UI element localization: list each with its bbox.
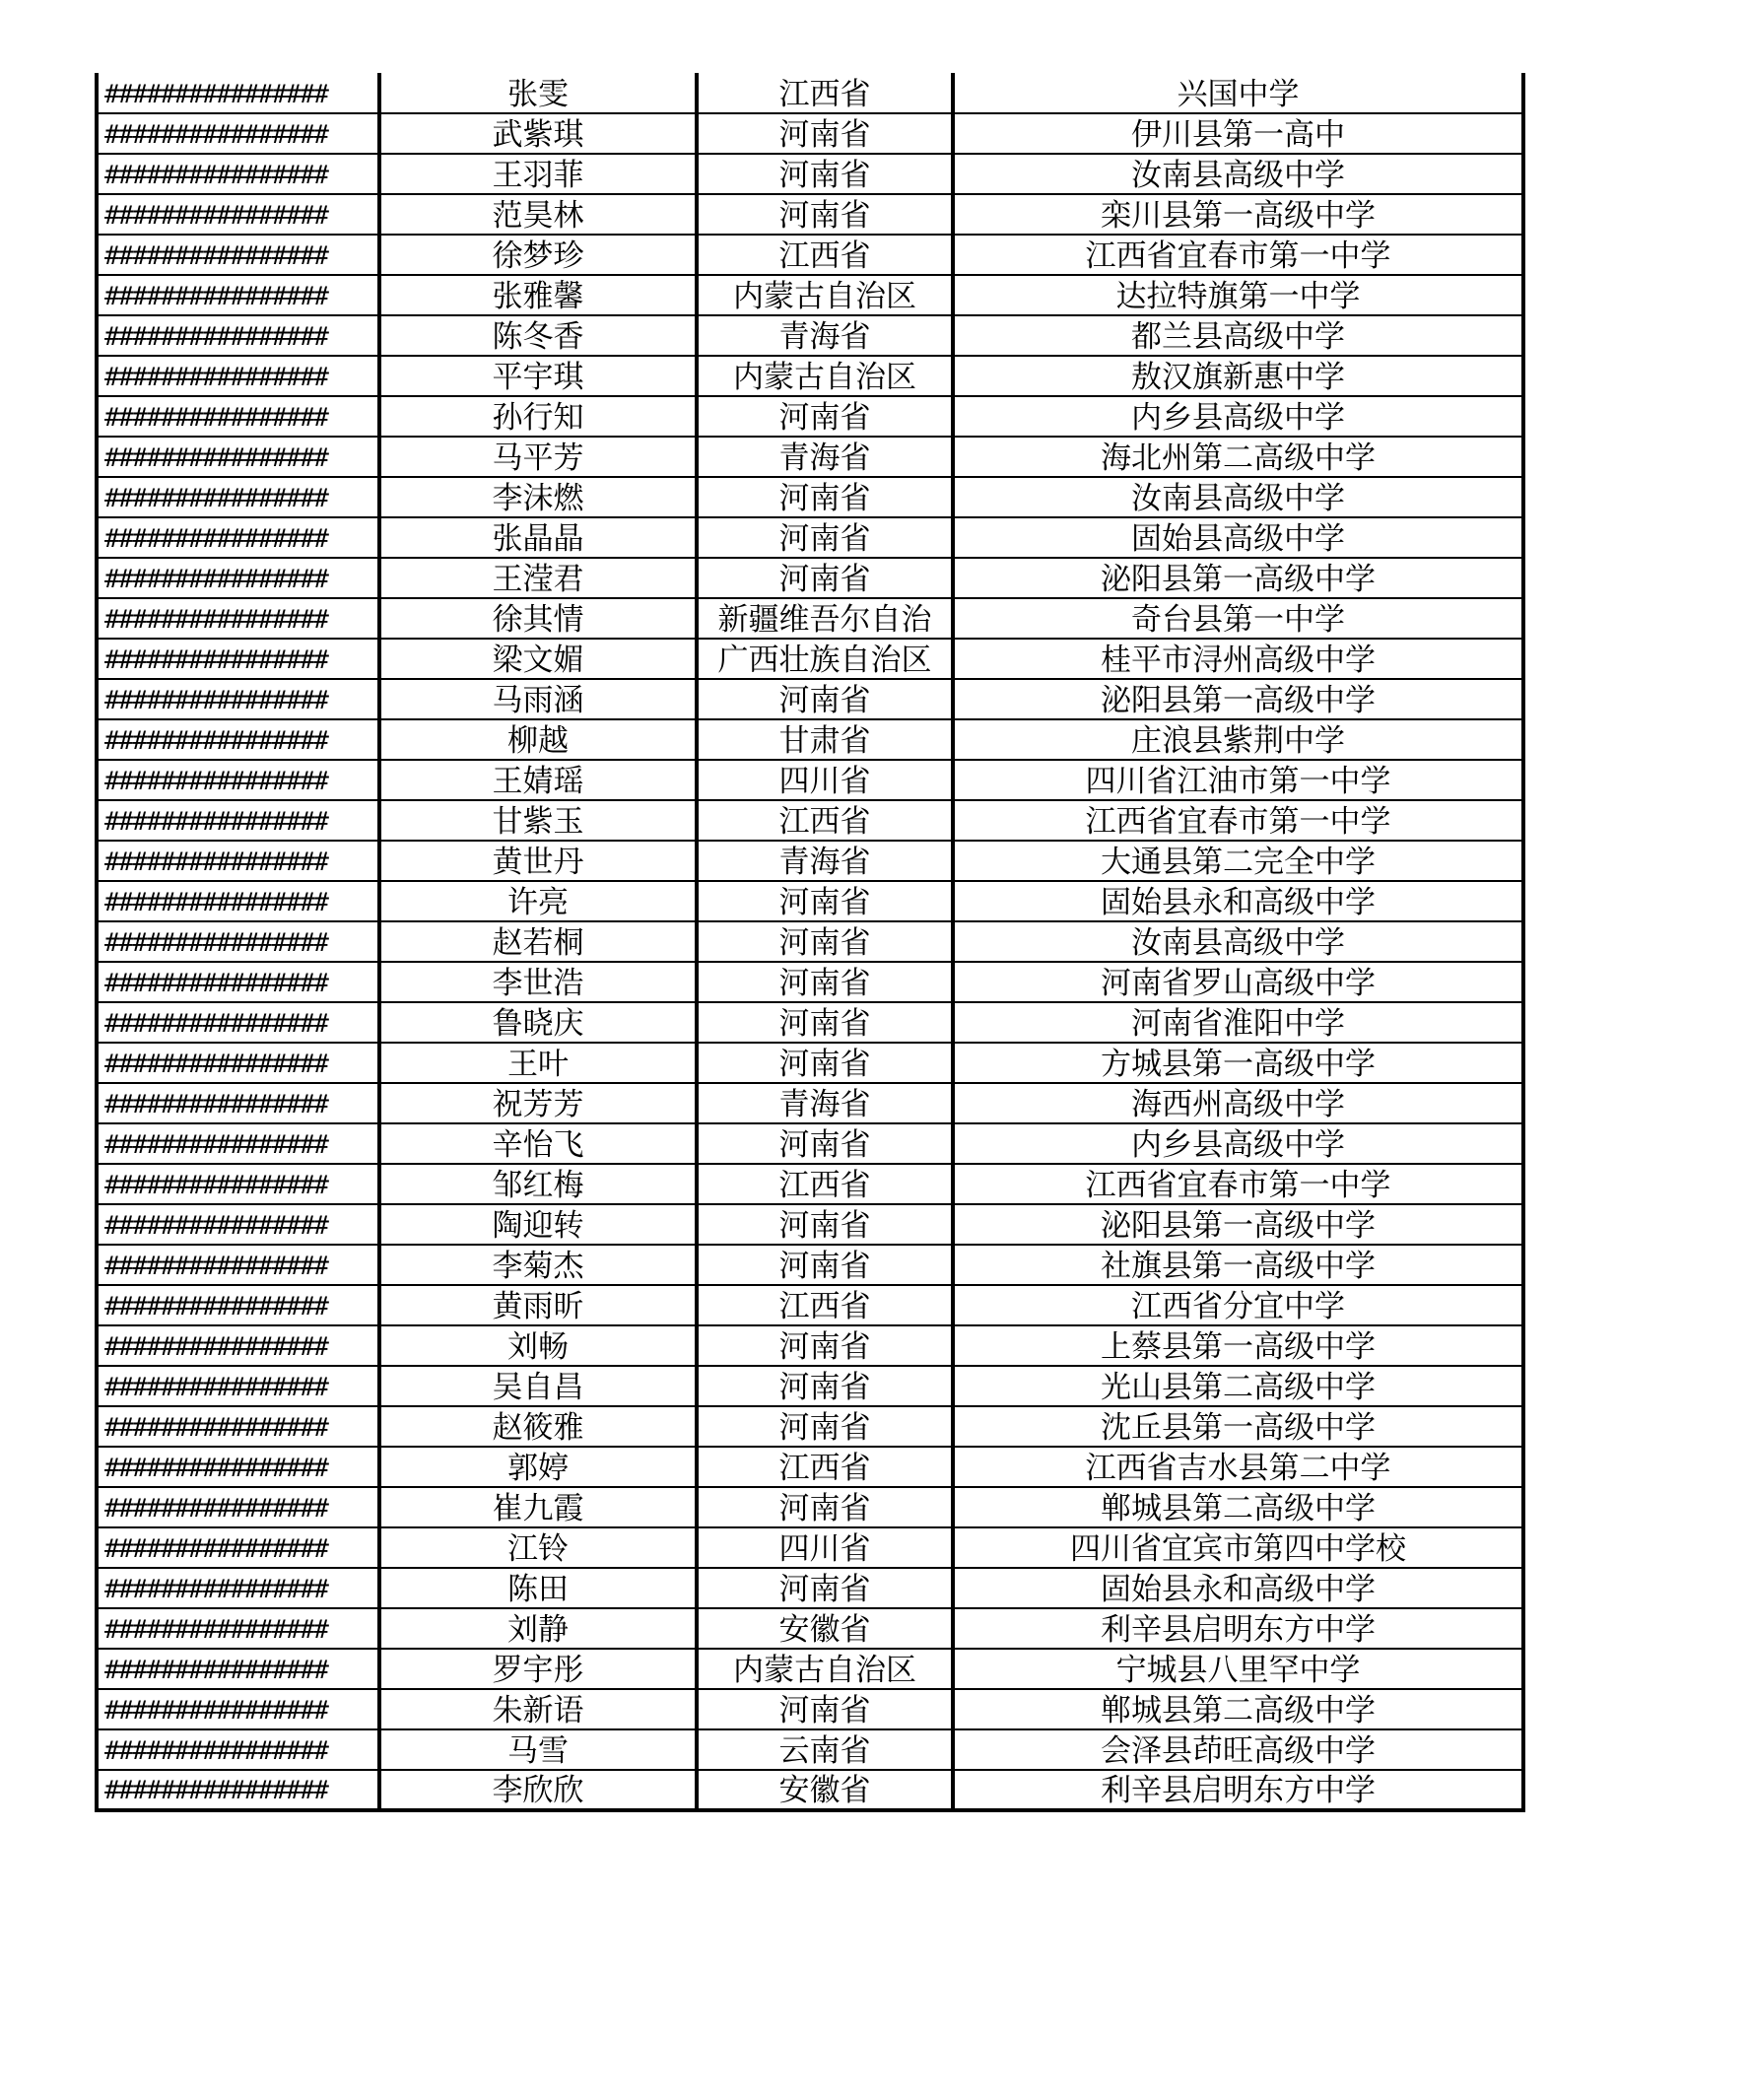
id-cell: ################ (97, 1406, 379, 1447)
table-row (97, 760, 1523, 800)
name-cell: 马平芳 (379, 437, 697, 477)
school-cell: 江西省宜春市第一中学 (953, 1164, 1523, 1204)
name-cell: 张雅馨 (379, 275, 697, 315)
table-row (97, 1770, 1523, 1810)
name-cell: 徐其情 (379, 598, 697, 639)
province-cell: 内蒙古自治区 (697, 275, 953, 315)
name-cell: 赵筱雅 (379, 1406, 697, 1447)
table-row (97, 679, 1523, 719)
province-cell: 河南省 (697, 1487, 953, 1527)
school-cell: 内乡县高级中学 (953, 1123, 1523, 1164)
province-cell: 江西省 (697, 800, 953, 841)
school-cell: 达拉特旗第一中学 (953, 275, 1523, 315)
school-cell: 泌阳县第一高级中学 (953, 558, 1523, 598)
province-cell: 河南省 (697, 962, 953, 1002)
table-row (97, 1568, 1523, 1608)
table-row (97, 1204, 1523, 1245)
name-cell: 马雪 (379, 1729, 697, 1770)
school-cell: 伊川县第一高中 (953, 113, 1523, 154)
province-cell: 河南省 (697, 1123, 953, 1164)
name-cell: 甘紫玉 (379, 800, 697, 841)
school-cell: 河南省罗山高级中学 (953, 962, 1523, 1002)
id-cell: ################ (97, 1083, 379, 1123)
name-cell: 刘畅 (379, 1325, 697, 1366)
province-cell: 江西省 (697, 1164, 953, 1204)
school-cell: 利辛县启明东方中学 (953, 1770, 1523, 1810)
id-cell: ################ (97, 356, 379, 396)
name-cell: 许亮 (379, 881, 697, 921)
table-row (97, 1043, 1523, 1083)
province-cell: 河南省 (697, 477, 953, 517)
table-row (97, 275, 1523, 315)
name-cell: 范昊林 (379, 194, 697, 235)
id-cell: ################ (97, 1447, 379, 1487)
id-cell: ################ (97, 1204, 379, 1245)
id-cell: ################ (97, 1245, 379, 1285)
school-cell: 宁城县八里罕中学 (953, 1649, 1523, 1689)
province-cell: 河南省 (697, 679, 953, 719)
school-cell: 桂平市浔州高级中学 (953, 639, 1523, 679)
id-cell: ################ (97, 921, 379, 962)
province-cell: 河南省 (697, 1366, 953, 1406)
name-cell: 王婧瑶 (379, 760, 697, 800)
province-cell: 河南省 (697, 881, 953, 921)
province-cell: 四川省 (697, 760, 953, 800)
school-cell: 海北州第二高级中学 (953, 437, 1523, 477)
name-cell: 武紫琪 (379, 113, 697, 154)
school-cell: 固始县永和高级中学 (953, 881, 1523, 921)
id-cell: ################ (97, 396, 379, 437)
province-cell: 青海省 (697, 437, 953, 477)
province-cell: 广西壮族自治区 (697, 639, 953, 679)
student-roster-table (95, 73, 1525, 1812)
school-cell: 上蔡县第一高级中学 (953, 1325, 1523, 1366)
province-cell: 河南省 (697, 1406, 953, 1447)
province-cell: 青海省 (697, 1083, 953, 1123)
id-cell: ################ (97, 1729, 379, 1770)
province-cell: 江西省 (697, 1447, 953, 1487)
province-cell: 河南省 (697, 517, 953, 558)
table-row (97, 1689, 1523, 1729)
province-cell: 安徽省 (697, 1608, 953, 1649)
id-cell: ################ (97, 1770, 379, 1810)
id-cell: ################ (97, 639, 379, 679)
table-row (97, 113, 1523, 154)
table-row (97, 1649, 1523, 1689)
table-row (97, 1325, 1523, 1366)
spreadsheet-page (95, 73, 1521, 1812)
school-cell: 奇台县第一中学 (953, 598, 1523, 639)
name-cell: 李沫燃 (379, 477, 697, 517)
name-cell: 梁文媚 (379, 639, 697, 679)
table-row (97, 1729, 1523, 1770)
school-cell: 江西省吉水县第二中学 (953, 1447, 1523, 1487)
table-row (97, 73, 1523, 113)
table-row (97, 315, 1523, 356)
school-cell: 四川省宜宾市第四中学校 (953, 1527, 1523, 1568)
school-cell: 固始县高级中学 (953, 517, 1523, 558)
id-cell: ################ (97, 194, 379, 235)
id-cell: ################ (97, 1123, 379, 1164)
name-cell: 李欣欣 (379, 1770, 697, 1810)
name-cell: 王滢君 (379, 558, 697, 598)
name-cell: 崔九霞 (379, 1487, 697, 1527)
table-row (97, 558, 1523, 598)
table-row (97, 719, 1523, 760)
table-row (97, 1083, 1523, 1123)
name-cell: 张晶晶 (379, 517, 697, 558)
name-cell: 李世浩 (379, 962, 697, 1002)
table-row (97, 1487, 1523, 1527)
school-cell: 泌阳县第一高级中学 (953, 1204, 1523, 1245)
school-cell: 利辛县启明东方中学 (953, 1608, 1523, 1649)
name-cell: 邹红梅 (379, 1164, 697, 1204)
id-cell: ################ (97, 113, 379, 154)
province-cell: 河南省 (697, 1043, 953, 1083)
school-cell: 栾川县第一高级中学 (953, 194, 1523, 235)
province-cell: 河南省 (697, 1002, 953, 1043)
id-cell: ################ (97, 962, 379, 1002)
name-cell: 柳越 (379, 719, 697, 760)
province-cell: 新疆维吾尔自治 (697, 598, 953, 639)
school-cell: 方城县第一高级中学 (953, 1043, 1523, 1083)
school-cell: 内乡县高级中学 (953, 396, 1523, 437)
name-cell: 吴自昌 (379, 1366, 697, 1406)
table-row (97, 598, 1523, 639)
province-cell: 内蒙古自治区 (697, 356, 953, 396)
table-row (97, 1164, 1523, 1204)
table-row (97, 437, 1523, 477)
name-cell: 江铃 (379, 1527, 697, 1568)
name-cell: 黄雨昕 (379, 1285, 697, 1325)
name-cell: 罗宇彤 (379, 1649, 697, 1689)
id-cell: ################ (97, 1568, 379, 1608)
name-cell: 陈田 (379, 1568, 697, 1608)
province-cell: 甘肃省 (697, 719, 953, 760)
table-row (97, 396, 1523, 437)
table-row (97, 841, 1523, 881)
id-cell: ################ (97, 1689, 379, 1729)
school-cell: 沈丘县第一高级中学 (953, 1406, 1523, 1447)
name-cell: 辛怡飞 (379, 1123, 697, 1164)
school-cell: 兴国中学 (953, 73, 1523, 113)
id-cell: ################ (97, 477, 379, 517)
table-row (97, 921, 1523, 962)
school-cell: 光山县第二高级中学 (953, 1366, 1523, 1406)
province-cell: 青海省 (697, 315, 953, 356)
table-body (97, 73, 1523, 1810)
school-cell: 都兰县高级中学 (953, 315, 1523, 356)
province-cell: 河南省 (697, 1204, 953, 1245)
province-cell: 河南省 (697, 194, 953, 235)
id-cell: ################ (97, 1285, 379, 1325)
name-cell: 马雨涵 (379, 679, 697, 719)
table-row (97, 154, 1523, 194)
id-cell: ################ (97, 517, 379, 558)
table-row (97, 1608, 1523, 1649)
school-cell: 汝南县高级中学 (953, 477, 1523, 517)
province-cell: 河南省 (697, 1568, 953, 1608)
table-row (97, 477, 1523, 517)
school-cell: 江西省分宜中学 (953, 1285, 1523, 1325)
name-cell: 刘静 (379, 1608, 697, 1649)
id-cell: ################ (97, 1366, 379, 1406)
id-cell: ################ (97, 800, 379, 841)
school-cell: 江西省宜春市第一中学 (953, 800, 1523, 841)
id-cell: ################ (97, 760, 379, 800)
school-cell: 社旗县第一高级中学 (953, 1245, 1523, 1285)
name-cell: 李菊杰 (379, 1245, 697, 1285)
name-cell: 徐梦珍 (379, 235, 697, 275)
name-cell: 王叶 (379, 1043, 697, 1083)
id-cell: ################ (97, 719, 379, 760)
province-cell: 河南省 (697, 558, 953, 598)
table-row (97, 1285, 1523, 1325)
table-row (97, 962, 1523, 1002)
name-cell: 祝芳芳 (379, 1083, 697, 1123)
province-cell: 河南省 (697, 1689, 953, 1729)
table-row (97, 881, 1523, 921)
id-cell: ################ (97, 315, 379, 356)
name-cell: 张雯 (379, 73, 697, 113)
name-cell: 鲁晓庆 (379, 1002, 697, 1043)
id-cell: ################ (97, 558, 379, 598)
name-cell: 朱新语 (379, 1689, 697, 1729)
school-cell: 海西州高级中学 (953, 1083, 1523, 1123)
name-cell: 平宇琪 (379, 356, 697, 396)
name-cell: 陈冬香 (379, 315, 697, 356)
id-cell: ################ (97, 1043, 379, 1083)
school-cell: 郸城县第二高级中学 (953, 1689, 1523, 1729)
name-cell: 陶迎转 (379, 1204, 697, 1245)
name-cell: 孙行知 (379, 396, 697, 437)
province-cell: 河南省 (697, 154, 953, 194)
school-cell: 四川省江油市第一中学 (953, 760, 1523, 800)
name-cell: 赵若桐 (379, 921, 697, 962)
school-cell: 郸城县第二高级中学 (953, 1487, 1523, 1527)
province-cell: 内蒙古自治区 (697, 1649, 953, 1689)
school-cell: 会泽县茚旺高级中学 (953, 1729, 1523, 1770)
province-cell: 河南省 (697, 921, 953, 962)
school-cell: 河南省淮阳中学 (953, 1002, 1523, 1043)
table-row (97, 639, 1523, 679)
id-cell: ################ (97, 154, 379, 194)
province-cell: 河南省 (697, 113, 953, 154)
id-cell: ################ (97, 1325, 379, 1366)
id-cell: ################ (97, 1487, 379, 1527)
school-cell: 汝南县高级中学 (953, 154, 1523, 194)
province-cell: 河南省 (697, 396, 953, 437)
id-cell: ################ (97, 437, 379, 477)
table-row (97, 1527, 1523, 1568)
table-row (97, 194, 1523, 235)
table-row (97, 517, 1523, 558)
id-cell: ################ (97, 235, 379, 275)
table-row (97, 1245, 1523, 1285)
province-cell: 江西省 (697, 73, 953, 113)
table-row (97, 1123, 1523, 1164)
province-cell: 河南省 (697, 1325, 953, 1366)
name-cell: 黄世丹 (379, 841, 697, 881)
table-row (97, 356, 1523, 396)
name-cell: 王羽菲 (379, 154, 697, 194)
table-row (97, 1447, 1523, 1487)
province-cell: 江西省 (697, 235, 953, 275)
id-cell: ################ (97, 881, 379, 921)
province-cell: 云南省 (697, 1729, 953, 1770)
id-cell: ################ (97, 73, 379, 113)
table-row (97, 1366, 1523, 1406)
id-cell: ################ (97, 1649, 379, 1689)
school-cell: 汝南县高级中学 (953, 921, 1523, 962)
school-cell: 江西省宜春市第一中学 (953, 235, 1523, 275)
school-cell: 敖汉旗新惠中学 (953, 356, 1523, 396)
table-row (97, 1002, 1523, 1043)
id-cell: ################ (97, 1002, 379, 1043)
province-cell: 四川省 (697, 1527, 953, 1568)
id-cell: ################ (97, 841, 379, 881)
name-cell: 郭婷 (379, 1447, 697, 1487)
school-cell: 泌阳县第一高级中学 (953, 679, 1523, 719)
id-cell: ################ (97, 275, 379, 315)
school-cell: 庄浪县紫荆中学 (953, 719, 1523, 760)
table-row (97, 235, 1523, 275)
province-cell: 河南省 (697, 1245, 953, 1285)
table-row (97, 800, 1523, 841)
id-cell: ################ (97, 679, 379, 719)
id-cell: ################ (97, 1164, 379, 1204)
province-cell: 江西省 (697, 1285, 953, 1325)
school-cell: 固始县永和高级中学 (953, 1568, 1523, 1608)
id-cell: ################ (97, 1608, 379, 1649)
id-cell: ################ (97, 598, 379, 639)
table-row (97, 1406, 1523, 1447)
school-cell: 大通县第二完全中学 (953, 841, 1523, 881)
province-cell: 青海省 (697, 841, 953, 881)
province-cell: 安徽省 (697, 1770, 953, 1810)
id-cell: ################ (97, 1527, 379, 1568)
